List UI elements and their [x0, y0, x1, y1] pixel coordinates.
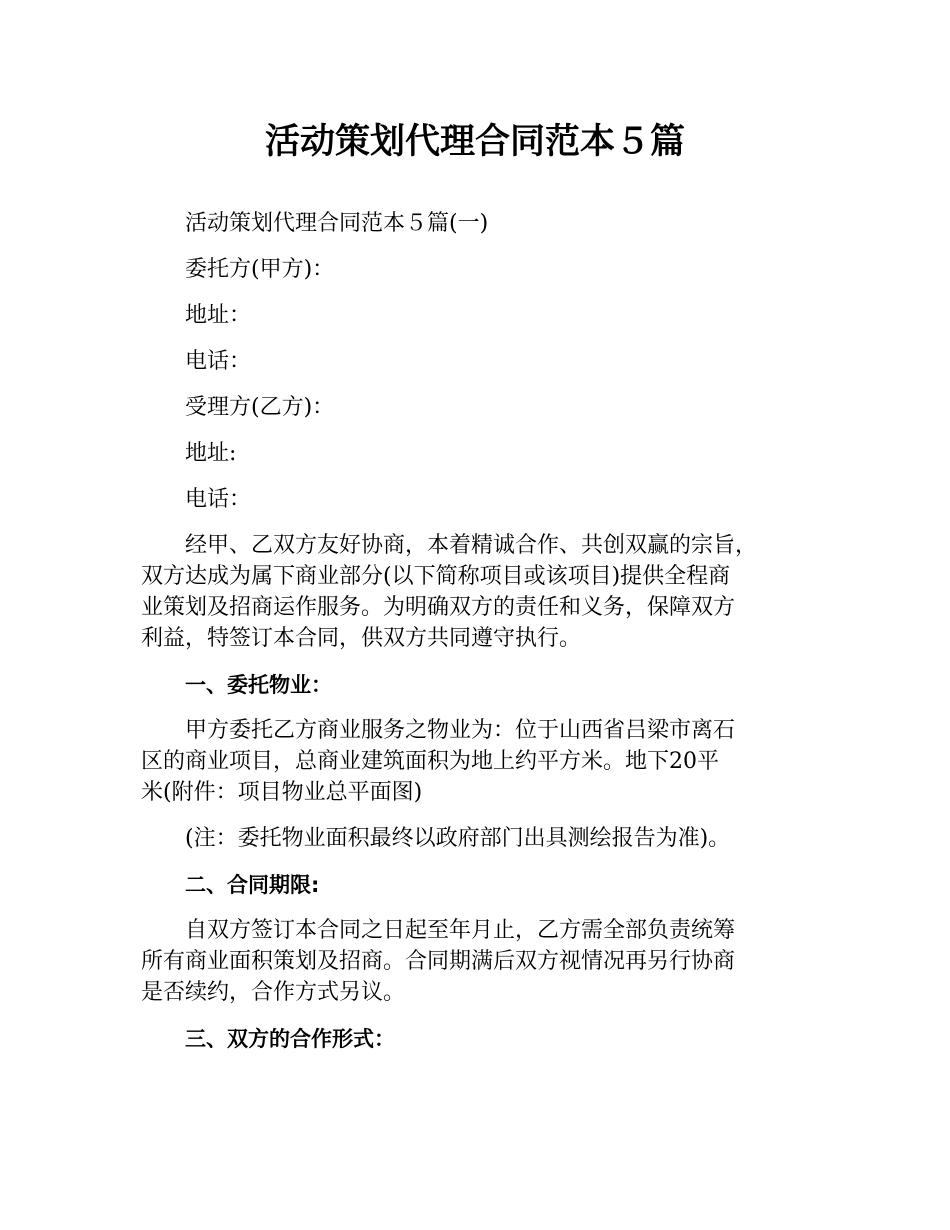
- party-a-address: 地址：: [185, 303, 252, 328]
- section-3-heading: 三、双方的合作形式：: [185, 1027, 395, 1051]
- party-a-phone: 电话：: [185, 349, 252, 374]
- section-1-heading: 一、委托物业：: [185, 673, 332, 697]
- section-1-line-2: 区的商业项目，总商业建筑面积为地上约平方米。地下20平: [141, 749, 719, 774]
- intro-line-3: 业策划及招商运作服务。为明确双方的责任和义务，保障双方: [141, 595, 736, 620]
- party-b-label: 受理方(乙方)：: [185, 395, 335, 420]
- contract-subtitle: 活动策划代理合同范本５篇(一): [185, 211, 489, 236]
- section-2-line-2: 所有商业面积策划及招商。合同期满后双方视情况再另行协商: [141, 949, 736, 974]
- party-a-label: 委托方(甲方)：: [185, 257, 335, 282]
- section-2-line-1: 自双方签订本合同之日起至年月止，乙方需全部负责统筹: [185, 918, 736, 943]
- section-1-body: [141, 708, 821, 816]
- party-b-address: 地址:: [185, 441, 237, 466]
- document-body: [141, 201, 821, 1062]
- party-b-phone: 电话：: [185, 487, 252, 512]
- intro-line-2: 双方达成为属下商业部分(以下简称项目或该项目)提供全程商: [141, 564, 731, 589]
- intro-paragraph: [141, 523, 821, 662]
- intro-line-1: 经甲、乙双方友好协商，本着精诚合作、共创双赢的宗旨，: [185, 533, 758, 558]
- section-1-line-3: 米(附件：项目物业总平面图): [141, 780, 423, 805]
- section-2-body: [141, 908, 821, 1016]
- intro-line-4: 利益，特签订本合同，供双方共同遵守执行。: [141, 626, 582, 651]
- document-title: 活动策划代理合同范本５篇: [264, 122, 685, 162]
- section-2-heading: 二、合同期限:: [185, 873, 320, 897]
- section-1-line-1: 甲方委托乙方商业服务之物业为：位于山西省吕梁市离石: [185, 718, 736, 743]
- section-1-note: (注：委托物业面积最终以政府部门出具测绘报告为准)。: [185, 826, 731, 851]
- section-2-line-3: 是否续约，合作方式另议。: [141, 980, 406, 1005]
